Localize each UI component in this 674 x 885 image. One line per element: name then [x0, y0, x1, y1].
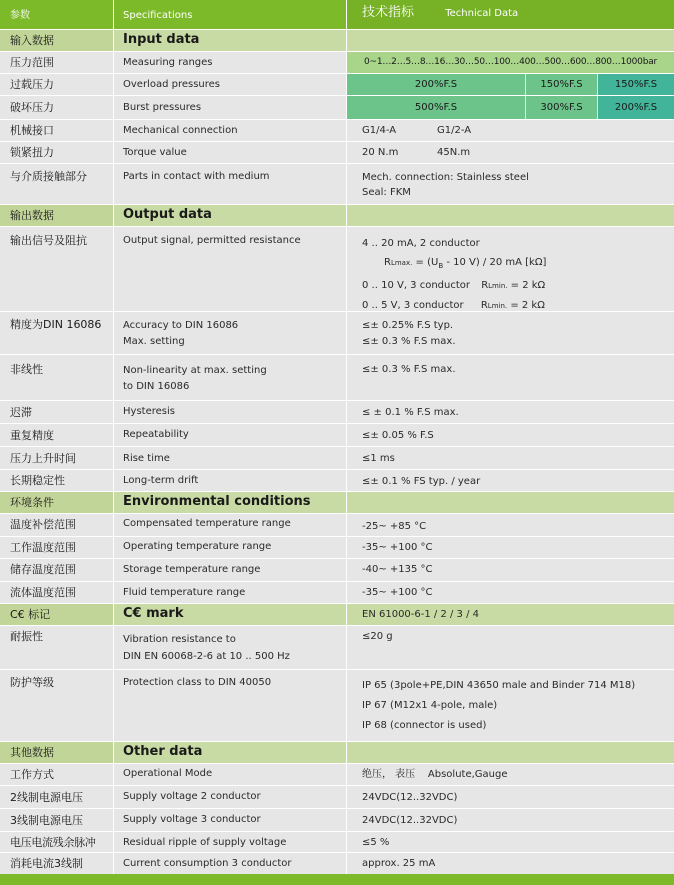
signal-line-2: RLmax. = ($U_B - 10$ V) / 20 mA [kΩ]: [384, 257, 547, 270]
row-wetted-parts: [0, 164, 674, 204]
row-compensated-temp: [0, 514, 674, 536]
label-en-1: Non-linearity at max. setting: [123, 365, 267, 376]
label-en: Operational Mode: [114, 764, 346, 785]
label-cn: 重复精度: [0, 424, 113, 446]
row-accuracy: [0, 312, 674, 354]
mech-value-2: G1/2-A: [437, 125, 472, 136]
label-cn: 压力上升时间: [0, 447, 113, 469]
label-en: Long-term drift: [114, 470, 346, 491]
header-data-en: Technical Data: [445, 8, 519, 19]
label-en: Overload pressures: [114, 74, 346, 95]
storage-temp-value: -40~ +135 °C: [347, 559, 674, 581]
row-supply-2-conductor: [0, 786, 674, 808]
burst-value-3: 200%F.S: [598, 96, 674, 119]
section-title-cn: 输出数据: [0, 205, 113, 226]
protection-value-2: IP 67 (M12x1 4-pole, male): [362, 700, 498, 711]
mode-value: 绝压， 表压 Absolute,Gauge: [347, 764, 674, 785]
label-en-1: Accuracy to DIN 16086: [123, 320, 239, 331]
row-hysteresis: [0, 401, 674, 423]
rise-time-value: ≤1 ms: [347, 447, 674, 469]
label-cn: 锁紧扭力: [0, 142, 113, 163]
footer-bar: [0, 874, 674, 885]
torque-value-2: 45N.m: [437, 147, 471, 158]
row-long-term-drift: [0, 470, 674, 491]
supply-3-value: 24VDC(12..32VDC): [347, 809, 674, 831]
label-en: Parts in contact with medium: [114, 164, 346, 204]
row-overload: [0, 74, 674, 95]
row-storage-temp: [0, 559, 674, 581]
section-title-cn: 环境条件: [0, 492, 113, 513]
overload-value-3: 150%F.S: [598, 74, 674, 95]
fluid-temp-value: -35~ +100 °C: [347, 582, 674, 603]
section-output: [0, 205, 674, 226]
row-burst: [0, 96, 674, 119]
burst-value-1: 500%F.S: [347, 96, 525, 119]
label-cn: 过载压力: [0, 74, 113, 95]
section-input: [0, 30, 674, 51]
label-en: Measuring ranges: [114, 52, 346, 73]
ce-value: EN 61000-6-1 / 2 / 3 / 4: [347, 604, 674, 625]
contact-value-2: Seal: FKM: [362, 187, 411, 198]
header-data-cn: 技术指标: [362, 5, 415, 20]
label-cn: 防护等级: [0, 670, 113, 741]
row-operational-mode: [0, 764, 674, 785]
section-title-en: Output data: [114, 205, 346, 226]
row-ce-mark: [0, 604, 674, 625]
label-cn: 流体温度范围: [0, 582, 113, 603]
nonlinearity-value: ≤± 0.3 % F.S max.: [347, 355, 674, 400]
label-en: Storage temperature range: [114, 559, 346, 581]
protection-value-1: IP 65 (3pole+PE,DIN 43650 male and Binder 714 M18): [362, 680, 636, 691]
label-cn: 非线性: [0, 355, 113, 400]
signal-line-1: 4 .. 20 mA, 2 conductor: [362, 238, 480, 249]
supply-2-value: 24VDC(12..32VDC): [347, 786, 674, 808]
label-cn: 输出信号及阻抗: [0, 227, 113, 311]
mech-value-1: G1/4-A: [362, 125, 397, 136]
range-value: 0~1…2…5…8…16…30…50…100…400…500…600…800…1000bar: [347, 52, 674, 73]
drift-value: ≤± 0.1 % FS typ. / year: [347, 470, 674, 491]
row-measuring-range: [0, 52, 674, 73]
header-specifications: Specifications: [114, 0, 346, 29]
label-en: Current consumption 3 conductor: [114, 853, 346, 874]
section-environmental: [0, 492, 674, 513]
label-cn: 2线制电源电压: [0, 786, 113, 808]
label-cn: 机械接口: [0, 120, 113, 141]
label-cn: 温度补偿范围: [0, 514, 113, 536]
torque-value-1: 20 N.m: [362, 147, 399, 158]
row-supply-3-conductor: [0, 809, 674, 831]
label-cn: 迟滞: [0, 401, 113, 423]
overload-value-1: 200%F.S: [347, 74, 525, 95]
label-en: Torque value: [114, 142, 346, 163]
label-en-2: DIN EN 60068-2-6 at 10 .. 500 Hz: [123, 651, 290, 662]
row-nonlinearity: [0, 355, 674, 400]
label-en: Fluid temperature range: [114, 582, 346, 603]
label-en: Repeatability: [114, 424, 346, 446]
label-cn: 长期稳定性: [0, 470, 113, 491]
accuracy-value-2: ≤± 0.3 % F.S max.: [362, 336, 456, 347]
header-row: [0, 0, 674, 29]
repeatability-value: ≤± 0.05 % F.S: [347, 424, 674, 446]
label-cn: 破坏压力: [0, 96, 113, 119]
contact-value-1: Mech. connection: Stainless steel: [362, 172, 529, 183]
section-title-en: Environmental conditions: [114, 492, 346, 513]
current-value: approx. 25 mA: [347, 853, 674, 874]
label-en: Rise time: [114, 447, 346, 469]
row-current-consumption: [0, 853, 674, 874]
section-title-en: Input data: [114, 30, 346, 51]
label-en-1: Vibration resistance to: [123, 634, 236, 645]
row-output-signal: [0, 227, 674, 311]
ce-label-cn: C€ 标记: [0, 604, 113, 625]
hysteresis-value: ≤ ± 0.1 % F.S max.: [347, 401, 674, 423]
label-cn: 消耗电流3线制: [0, 853, 113, 874]
label-en: Hysteresis: [114, 401, 346, 423]
row-residual-ripple: [0, 832, 674, 852]
row-fluid-temp: [0, 582, 674, 603]
accuracy-value-1: ≤± 0.25% F.S typ.: [362, 320, 454, 331]
label-cn: 3线制电源电压: [0, 809, 113, 831]
label-en-2: to DIN 16086: [123, 381, 190, 392]
label-en: Output signal, permitted resistance: [114, 227, 346, 311]
label-cn: 工作方式: [0, 764, 113, 785]
row-repeatability: [0, 424, 674, 446]
label-en-2: Max. setting: [123, 336, 185, 347]
label-en: Burst pressures: [114, 96, 346, 119]
header-params: 参数: [0, 0, 113, 29]
label-cn: 储存温度范围: [0, 559, 113, 581]
label-en: Protection class to DIN 40050: [114, 670, 346, 741]
row-vibration: [0, 626, 674, 669]
label-en: Supply voltage 3 conductor: [114, 809, 346, 831]
overload-value-2: 150%F.S: [526, 74, 597, 95]
label-en: Operating temperature range: [114, 537, 346, 558]
row-mechanical-connection: [0, 120, 674, 141]
label-cn: 耐振性: [0, 626, 113, 669]
row-protection-class: [0, 670, 674, 741]
signal-line-4: 0 .. 5 V, 3 conductor RLmin. = 2 kΩ: [362, 300, 545, 311]
row-operating-temp: [0, 537, 674, 558]
section-title-en: Other data: [114, 742, 346, 763]
burst-value-2: 300%F.S: [526, 96, 597, 119]
protection-value-3: IP 68 (connector is used): [362, 720, 487, 731]
signal-line-3: 0 .. 10 V, 3 conductor RLmin. = 2 kΩ: [362, 280, 546, 291]
label-en: Supply voltage 2 conductor: [114, 786, 346, 808]
label-en: Mechanical connection: [114, 120, 346, 141]
label-cn: 工作温度范围: [0, 537, 113, 558]
ce-label-en: C€ mark: [114, 604, 346, 625]
operating-temp-value: -35~ +100 °C: [347, 537, 674, 558]
label-en: Residual ripple of supply voltage: [114, 832, 346, 852]
label-en: Compensated temperature range: [114, 514, 346, 536]
section-title-cn: 其他数据: [0, 742, 113, 763]
label-cn: 与介质接触部分: [0, 164, 113, 204]
label-cn: 电压电流残余脉冲: [0, 832, 113, 852]
row-rise-time: [0, 447, 674, 469]
section-other: [0, 742, 674, 763]
compensated-temp-value: -25~ +85 °C: [347, 514, 674, 536]
header-technical-data: [347, 0, 674, 29]
ripple-value: ≤5 %: [347, 832, 674, 852]
vibration-value: ≤20 g: [347, 626, 674, 669]
label-cn: 精度为DIN 16086: [0, 312, 113, 354]
label-cn: 压力范围: [0, 52, 113, 73]
row-torque: [0, 142, 674, 163]
section-title-cn: 输入数据: [0, 30, 113, 51]
